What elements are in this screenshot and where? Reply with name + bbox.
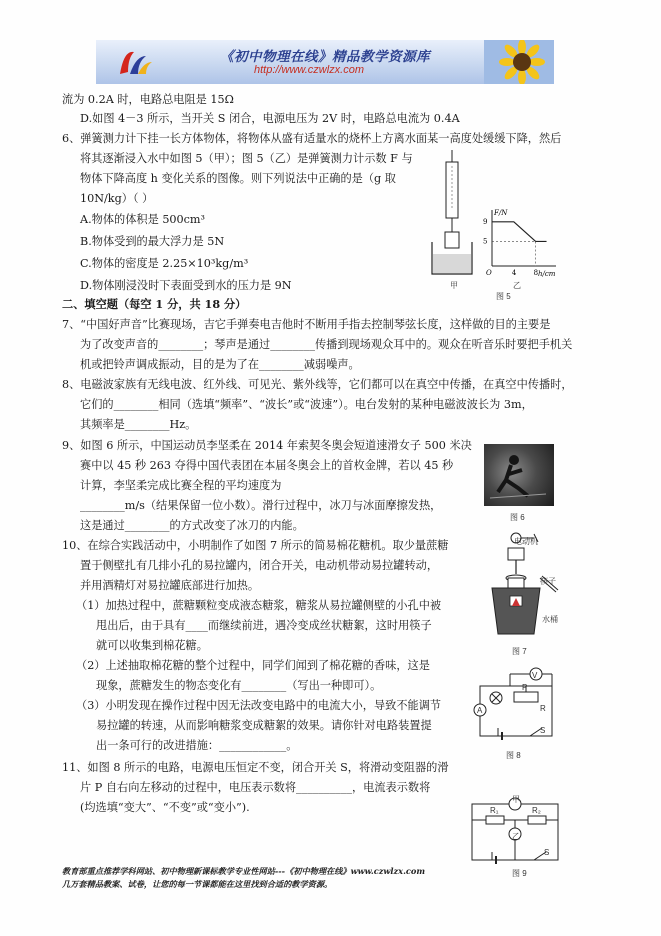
sub-question-2: （2）上述抽取棉花糖的整个过程中，同学们闻到了棉花糖的香味，这是 xyxy=(76,659,430,672)
sub-question-1: （1）加热过程中，蔗糖颗粒变成液态糖浆，糖浆从易拉罐侧壁的小孔中被 xyxy=(76,599,442,612)
text-line: 赛中以 45 秒 263 夺得中国代表团在本届冬奥会上的首枚金牌，若以 45 秒 xyxy=(80,459,454,472)
x-tick-label: O xyxy=(486,269,492,277)
skater-icon xyxy=(484,444,554,506)
option-b: B.物体受到的最大浮力是 5N xyxy=(80,235,225,248)
figure-7-motor-label: 电动机 xyxy=(514,537,538,546)
figure-5-graph xyxy=(478,206,560,278)
text-line: D.如图 4－3 所示，当开关 S 闭合，电源电压为 2V 时，电路总电流为 0.4A xyxy=(80,112,460,125)
text-line: 现象，蔗糖发生的物态变化有________（写出一种即可）。 xyxy=(96,679,382,692)
text-line: 机或把铃声调成振动，目的是为了在________减弱噪声。 xyxy=(80,358,360,371)
text-line: 将其逐渐浸入水中如图 5（甲）；图 5（乙）是弹簧测力计示数 F 与 xyxy=(80,152,413,165)
text-line: 易拉罐的转速，从而影响糖浆变成糖絮的效果。请你针对电路装置提 xyxy=(96,719,432,732)
figure-7-chopsticks-label: 筷子 xyxy=(540,577,556,586)
y-tick-label: 9 xyxy=(483,217,488,226)
figure-9-meter2-label: 乙 xyxy=(512,832,520,841)
question-10: 10、在综合实践活动中，小明制作了如图 7 所示的简易棉花糖机。取少量蔗糖 xyxy=(62,539,449,552)
figure-8-s-label: S xyxy=(540,726,546,735)
text-line: 并用酒精灯对易拉罐底部进行加热。 xyxy=(80,579,260,592)
figure-5-jia-label: 甲 xyxy=(450,281,458,290)
figure-8-v-label: V xyxy=(532,671,538,680)
option-c: C.物体的密度是 2.25×10³kg/m³ xyxy=(80,257,249,270)
sub-question-3: （3）小明发现在操作过程中因无法改变电路中的电流大小，导致不能调节 xyxy=(76,699,442,712)
text-line: 片 P 自右向左移动的过程中，电压表示数将__________，电流表示数将 xyxy=(80,781,431,794)
text-line: 其频率是________Hz。 xyxy=(80,418,197,431)
text-line: 出一条可行的改进措施：____________。 xyxy=(96,739,298,752)
figure-9-r1-label: R₁ xyxy=(490,806,499,815)
text-line: 物体下降高度 h 变化关系的图像。则下列说法中正确的是（g 取 xyxy=(80,172,396,185)
figure-8-circuit xyxy=(470,664,562,748)
figure-8-r-label: R xyxy=(540,704,546,713)
x-tick-label: 4 xyxy=(511,269,517,277)
text-line: 计算，李坚柔完成比赛全程的平均速度为 xyxy=(80,479,282,492)
text-line: 甩出后，由于具有____而继续前进，遇冷变成丝状糖絮，这时用筷子 xyxy=(96,619,432,632)
resistor-icon xyxy=(486,816,504,824)
banner-url[interactable]: http://www.czwlzx.com xyxy=(254,64,365,76)
option-d: D.物体刚浸没时下表面受到水的压力是 9N xyxy=(80,279,292,292)
text-line: ________m/s（结果保留一位小数）。滑行过程中，冰刀与冰面摩擦发热， xyxy=(80,499,442,512)
footer-line-1: 教育部重点推荐学科网站、初中物理新课标教学专业性网站---《初中物理在线》www.czwlzx.com xyxy=(62,866,426,876)
text-line: 这是通过________的方式改变了冰刀的内能。 xyxy=(80,519,304,532)
text-line: 就可以收集到棉花糖。 xyxy=(96,639,208,652)
x-tick-label: 8 xyxy=(533,269,539,277)
header-banner xyxy=(96,40,554,84)
text-line: (均选填“变大”、“不变”或“变小”). xyxy=(80,801,250,814)
question-7: 7、“中国好声音”比赛现场，吉它手弹奏电吉他时不断用手指去控制琴弦长度，这样做的目的主要是 xyxy=(62,318,551,331)
section-heading: 二、填空题（每空 1 分，共 18 分） xyxy=(62,297,247,311)
figure-8-a-label: A xyxy=(477,706,483,715)
text-line: 流为 0.2A 时，电路总电阻是 15Ω xyxy=(62,93,234,106)
figure-7-caption: 图 7 xyxy=(512,647,527,656)
figure-9-s-label: S xyxy=(544,848,550,857)
series-line xyxy=(492,222,547,242)
sunflower-icon xyxy=(484,40,554,84)
y-tick-label: 5 xyxy=(483,237,488,246)
question-6: 6、弹簧测力计下挂一长方体物体，将物体从盛有适量水的烧杯上方离水面某一高度处缓缓下降，然后 xyxy=(62,132,562,145)
figure-9-caption: 图 9 xyxy=(512,869,527,878)
figure-9-r2-label: R₂ xyxy=(532,806,541,815)
figure-9-meter-label: 甲 xyxy=(512,795,520,804)
figure-7-water-label: 水桶 xyxy=(542,615,558,624)
x-axis-label: h/cm xyxy=(538,270,556,278)
text-line: 置于侧壁扎有几排小孔的易拉罐内，闭合开关，电动机带动易拉罐转动， xyxy=(80,559,439,572)
text-line: 它们的________相同（选填“频率”、“波长”或“波速”）。电台发射的某种电磁波波长为 3m， xyxy=(80,398,533,411)
footer-line-2: 几万套精品教案、试卷，让您的每一节课都能在这里找到合适的教学资源。 xyxy=(62,879,333,889)
y-axis-label: F/N xyxy=(494,209,508,217)
figure-5-yi-label: 乙 xyxy=(513,281,521,290)
figure-5-apparatus xyxy=(426,150,478,280)
figure-8-caption: 图 8 xyxy=(506,751,521,760)
figure-8-p-label: P xyxy=(522,683,528,692)
figure-6-caption: 图 6 xyxy=(510,513,525,522)
figure-5-caption: 图 5 xyxy=(496,292,511,301)
resistor-icon xyxy=(528,816,546,824)
text-line: 10N/kg）（ ） xyxy=(80,192,154,205)
rheostat-icon xyxy=(514,692,538,702)
option-a: A.物体的体积是 500cm³ xyxy=(80,213,206,226)
question-9: 9、如图 6 所示，中国运动员李坚柔在 2014 年索契冬奥会短道速滑女子 500 米决 xyxy=(62,439,472,452)
text-line: 为了改变声音的________；琴声是通过________传播到现场观众耳中的。观众在听音乐时要把手机关 xyxy=(80,338,573,351)
question-8: 8、电磁波家族有无线电波、红外线、可见光、紫外线等，它们都可以在真空中传播，在真空中传播时， xyxy=(62,378,573,391)
figure-6-photo xyxy=(484,444,554,506)
question-11: 11、如图 8 所示的电路，电源电压恒定不变，闭合开关 S，将滑动变阻器的滑 xyxy=(62,761,449,774)
logo-icon xyxy=(114,46,154,80)
banner-title: 《初中物理在线》精品教学资源库 xyxy=(220,49,430,65)
